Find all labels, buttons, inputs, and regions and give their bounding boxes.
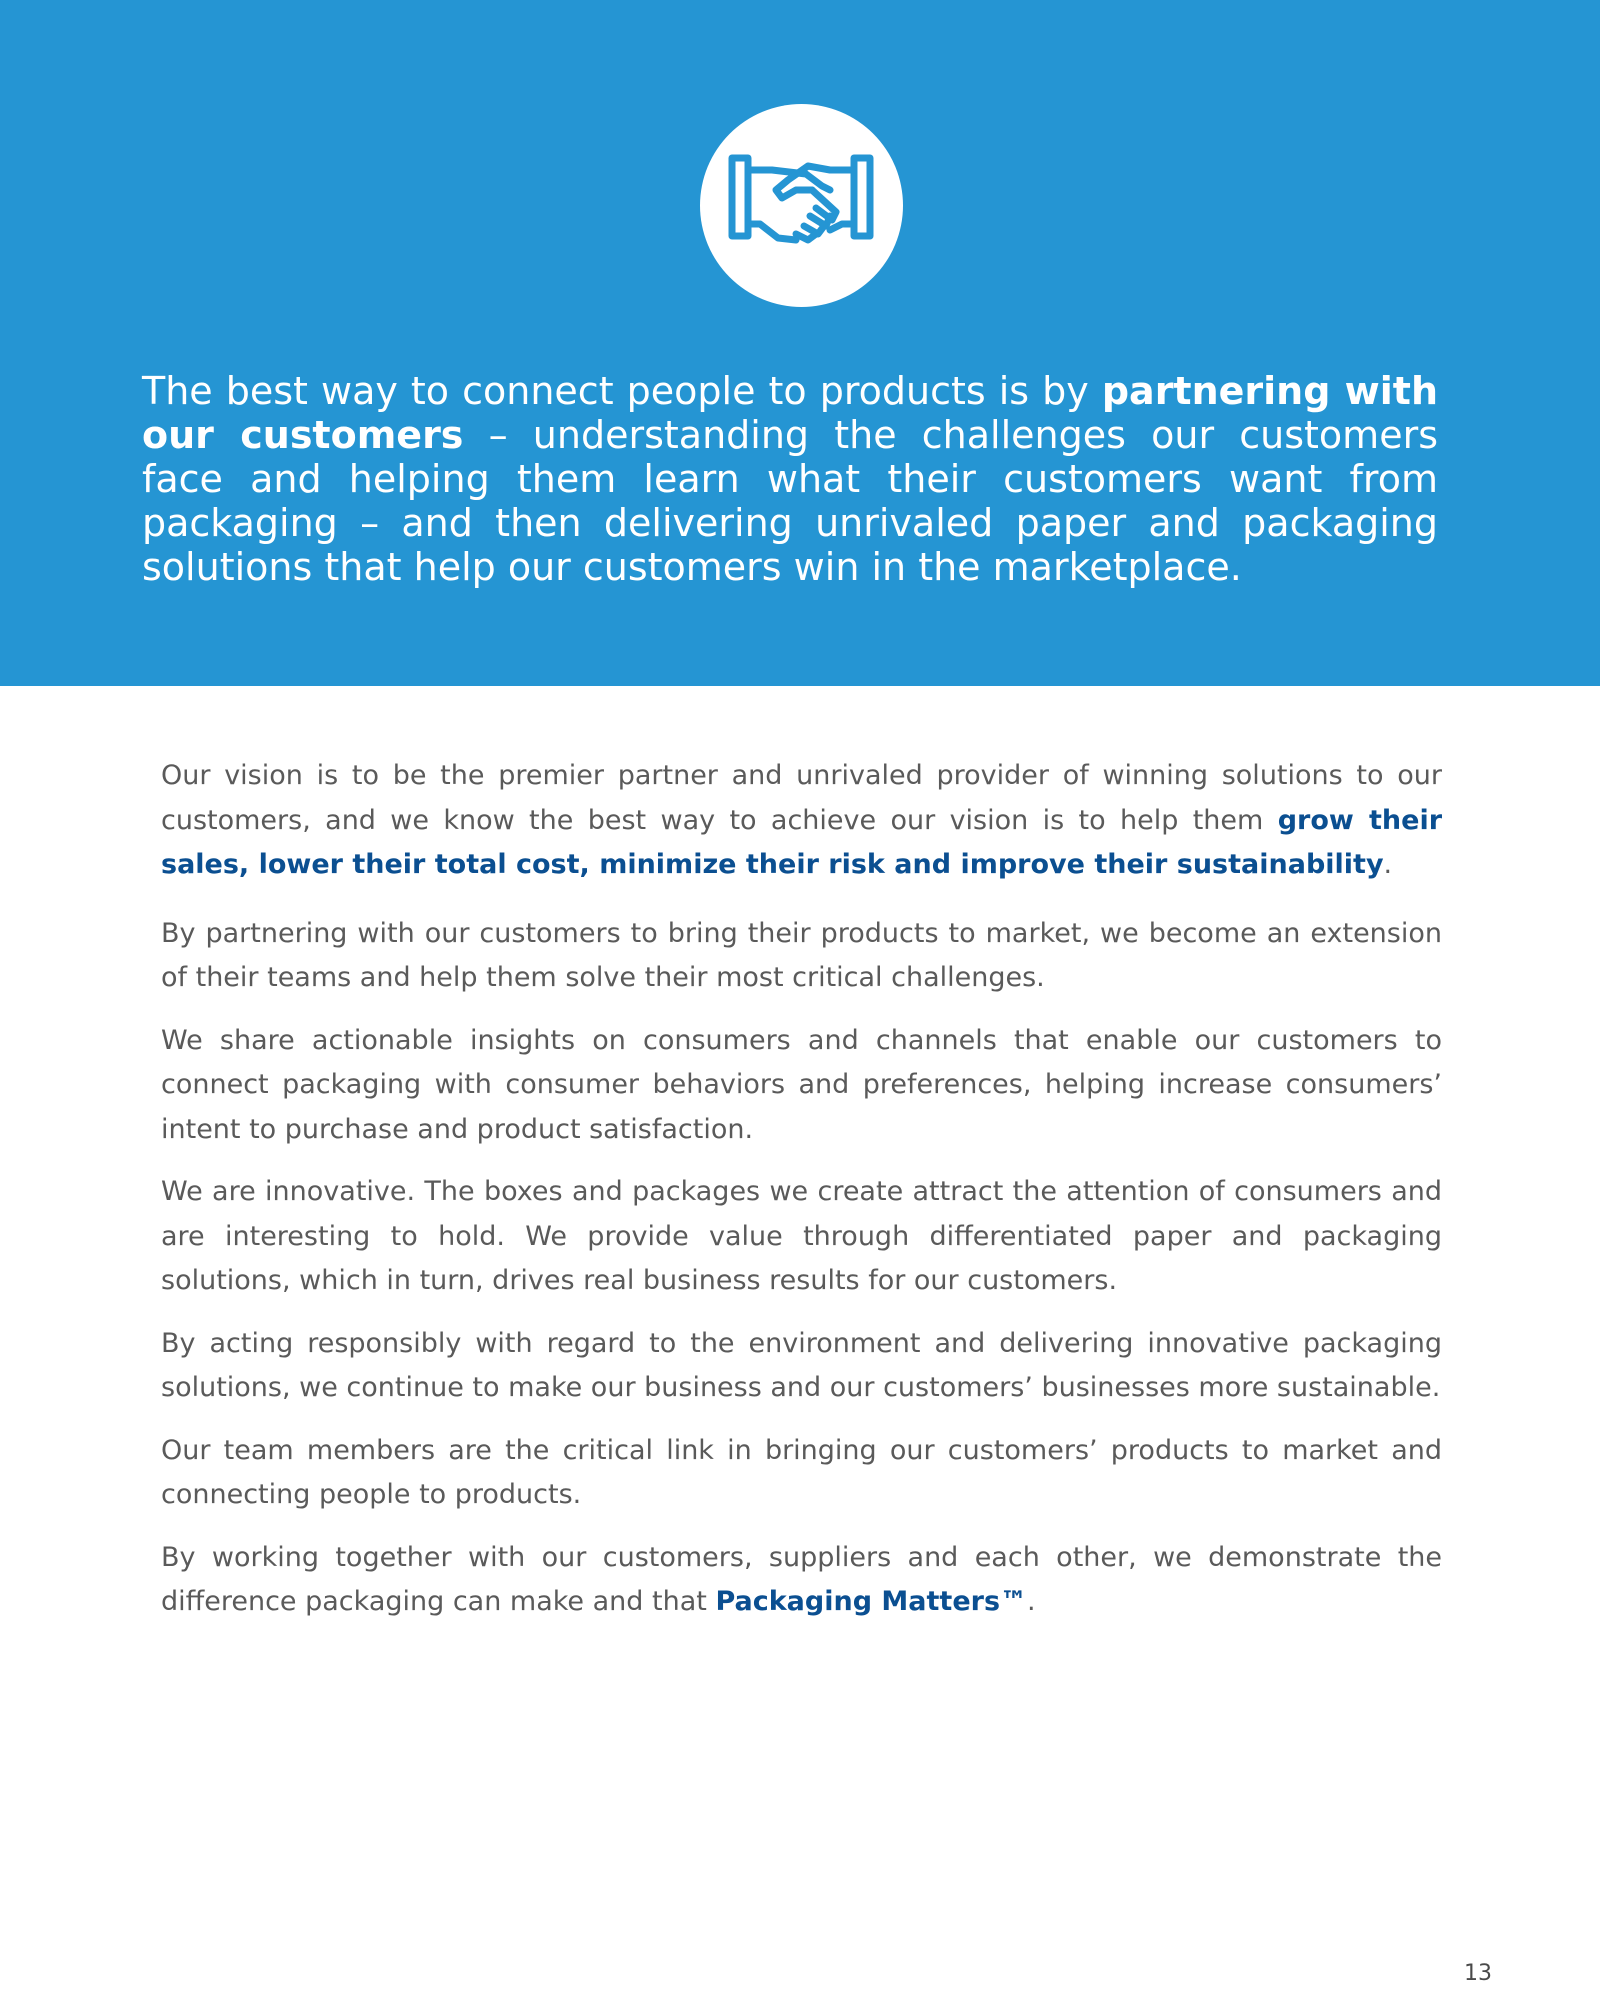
- handshake-icon: [726, 146, 876, 256]
- paragraph-together: [161, 1536, 1442, 1625]
- paragraph-innovative: We are innovative. The boxes and packages we create attract the attention of consumers and are interesting to hold. We provide value through differentiated paper and packaging solutions, which in turn, drives real business results for our customers.: [161, 1176, 1442, 1296]
- page-number: 13: [1464, 1961, 1492, 1986]
- paragraph-text: Our vision is to be the premier partner and unrivaled provider of winning solutions to our customers, and we know the best way to achieve our vision is to help them: [161, 760, 1442, 836]
- body-copy: [161, 754, 1442, 1643]
- paragraph-end: .: [1383, 849, 1393, 880]
- paragraph-end: .: [1027, 1586, 1036, 1617]
- hero-statement: [142, 369, 1438, 589]
- hero-text-bold: partnering with our customers: [142, 369, 1438, 457]
- vision-highlight: grow their sales, lower their total cost, minimize their risk and improve their sustainability: [161, 804, 1443, 880]
- hero-text-start: The best way to connect people to products is by: [142, 369, 1102, 413]
- hero-text-rest: – understanding the challenges our customers face and helping them learn what their customers want from packaging – and then delivering unrivaled paper and packaging solutions that help our customers win in the marketplace.: [142, 413, 1438, 589]
- paragraph-text: By working together with our customers, suppliers and each other, we demonstrate the difference packaging can make and that: [161, 1541, 1442, 1617]
- paragraph-team: Our team members are the critical link in bringing our customers’ products to market and connecting people to products.: [161, 1434, 1442, 1510]
- paragraph-insights: We share actionable insights on consumers and channels that enable our customers to connect packaging with consumer behaviors and preferences, helping increase consumers’ intent to purchase and product satisfaction.: [161, 1024, 1442, 1145]
- paragraph-sustainability: By acting responsibly with regard to the environment and delivering innovative packaging solutions, we continue to make our business and our customers’ businesses more sustainable.: [161, 1327, 1442, 1403]
- packaging-matters-highlight: Packaging Matters™: [715, 1586, 1028, 1617]
- paragraph-vision: [161, 754, 1442, 888]
- icon-circle: [700, 104, 903, 307]
- paragraph-partnering: By partnering with our customers to bring their products to market, we become an extension of their teams and help them solve their most critical challenges.: [161, 917, 1442, 993]
- hero-banner: [0, 0, 1600, 686]
